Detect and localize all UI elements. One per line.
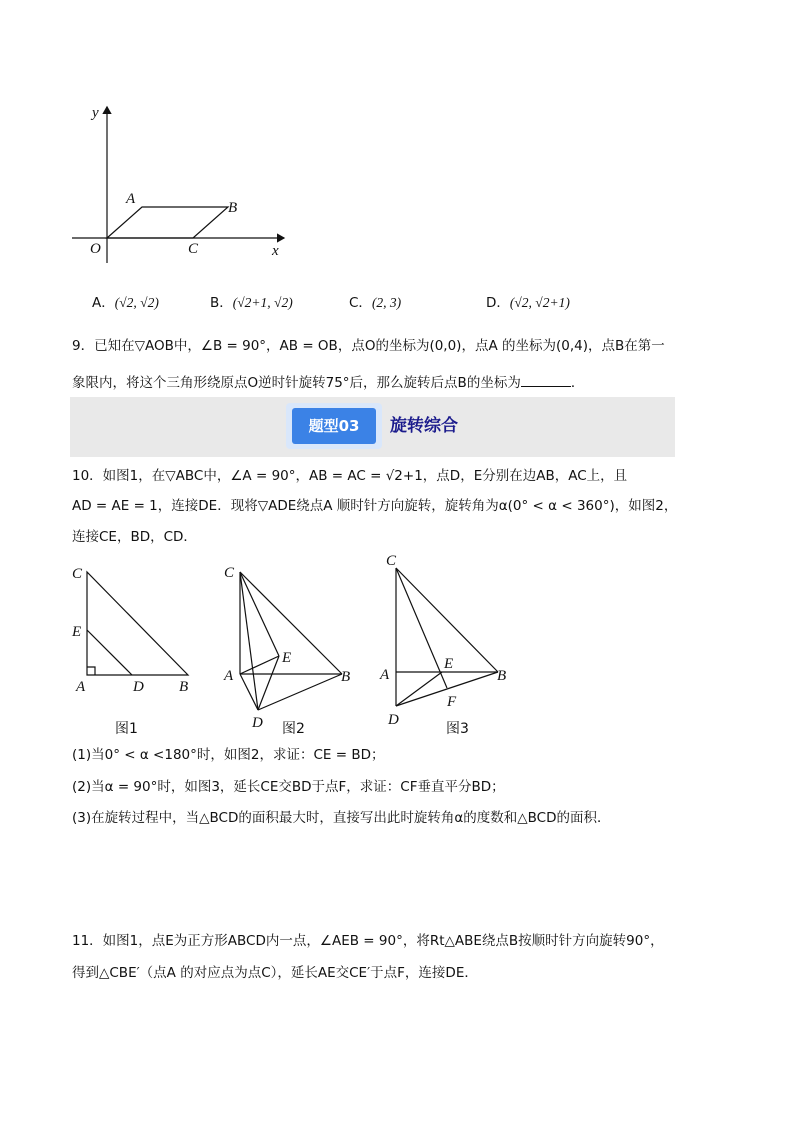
label-c: C xyxy=(188,241,199,257)
q9-line1: 9．已知在▽AOB中，∠B = 90°，AB = OB，点O的坐标为(0,0)，点A 的坐标为(0,4)，点B在第一 xyxy=(72,338,665,354)
q10-line2: AD = AE = 1，连接DE．现将▽ADE绕点A 顺时针方向旋转，旋转角为α(0° < α < 360°)，如图2， xyxy=(72,498,678,514)
option-c-value: (2, 3) xyxy=(371,295,402,310)
fig3-label-d: D xyxy=(388,712,399,728)
fig2-bd xyxy=(258,674,342,710)
option-a-value: (√2, √2) xyxy=(114,295,159,310)
q11-line1: 11．如图1，点E为正方形ABCD内一点，∠AEB = 90°，将Rt△ABE绕点B按顺时针方向旋转90°， xyxy=(72,933,664,949)
label-o: O xyxy=(90,241,101,257)
answer-blank[interactable] xyxy=(521,372,571,387)
q10-sub3: (3)在旋转过程中，当△BCD的面积最大时，直接写出此时旋转角α的度数和△BCD的面积． xyxy=(72,810,611,826)
option-b[interactable] xyxy=(210,293,293,313)
fig2-caption: 图2 xyxy=(282,721,305,737)
fig3-caption: 图3 xyxy=(446,721,469,737)
option-d[interactable] xyxy=(486,293,570,313)
option-d-value: (√2, √2+1) xyxy=(509,295,570,310)
q9-line2-text: 象限内，将这个三角形绕原点O逆时针旋转75°后，那么旋转后点B的坐标为 xyxy=(72,375,521,391)
fig2-label-d: D xyxy=(252,715,263,731)
triangle-figures xyxy=(60,548,530,743)
fig1-label-e: E xyxy=(72,624,82,640)
fig2-label-a: A xyxy=(224,668,234,684)
section-title: 旋转综合 xyxy=(390,416,458,436)
fig3-label-a: A xyxy=(380,667,390,683)
q10-line3: 连接CE，BD，CD． xyxy=(72,529,197,545)
parallelogram-oabc xyxy=(107,207,228,238)
coordinate-figure xyxy=(60,95,300,265)
fig2-label-c: C xyxy=(224,565,235,581)
fig3-cf xyxy=(396,568,447,688)
q10-line1: 10．如图1，在▽ABC中，∠A = 90°，AB = AC = √2+1，点D，E分别在边AB，AC上，且 xyxy=(72,468,628,484)
option-c[interactable] xyxy=(349,293,401,313)
fig1-label-b: B xyxy=(179,679,189,695)
q10-sub1: (1)当0° < α <180°时，如图2，求证：CE = BD； xyxy=(72,747,385,763)
label-x: x xyxy=(272,243,279,259)
label-a: A xyxy=(126,191,136,207)
option-a[interactable] xyxy=(92,293,159,313)
option-c-letter: C． xyxy=(349,295,372,311)
fig3-de xyxy=(396,672,442,706)
fig3-label-b: B xyxy=(497,668,507,684)
fig1-label-d: D xyxy=(133,679,144,695)
fig2-label-b: B xyxy=(341,669,351,685)
fig3-label-e: E xyxy=(444,656,454,672)
option-b-value: (√2+1, √2) xyxy=(232,295,293,310)
fig3-label-f: F xyxy=(447,694,457,710)
section-badge: 题型03 xyxy=(292,408,376,444)
fig1-caption: 图1 xyxy=(115,721,138,737)
fig1-segment-de xyxy=(87,630,132,675)
q11-line2: 得到△CBE′（点A 的对应点为点C），延长AE交CE′于点F，连接DE． xyxy=(72,965,478,981)
figure-2 xyxy=(240,572,342,710)
label-b: B xyxy=(228,200,238,216)
q9-line2-end: ． xyxy=(570,375,585,391)
figure-1 xyxy=(87,572,188,675)
fig1-triangle-abc xyxy=(87,572,188,675)
q9-line2 xyxy=(72,372,584,393)
fig2-label-e: E xyxy=(282,650,292,666)
fig1-right-angle xyxy=(87,667,95,675)
fig3-label-c: C xyxy=(386,553,397,569)
option-b-letter: B． xyxy=(210,295,233,311)
label-y: y xyxy=(92,105,99,121)
option-a-letter: A． xyxy=(92,295,115,311)
q10-sub2: (2)当α = 90°时，如图3，延长CE交BD于点F，求证：CF垂直平分BD； xyxy=(72,779,505,795)
fig1-label-c: C xyxy=(72,566,83,582)
option-d-letter: D． xyxy=(486,295,510,311)
fig1-label-a: A xyxy=(76,679,86,695)
figure-3 xyxy=(396,568,498,706)
